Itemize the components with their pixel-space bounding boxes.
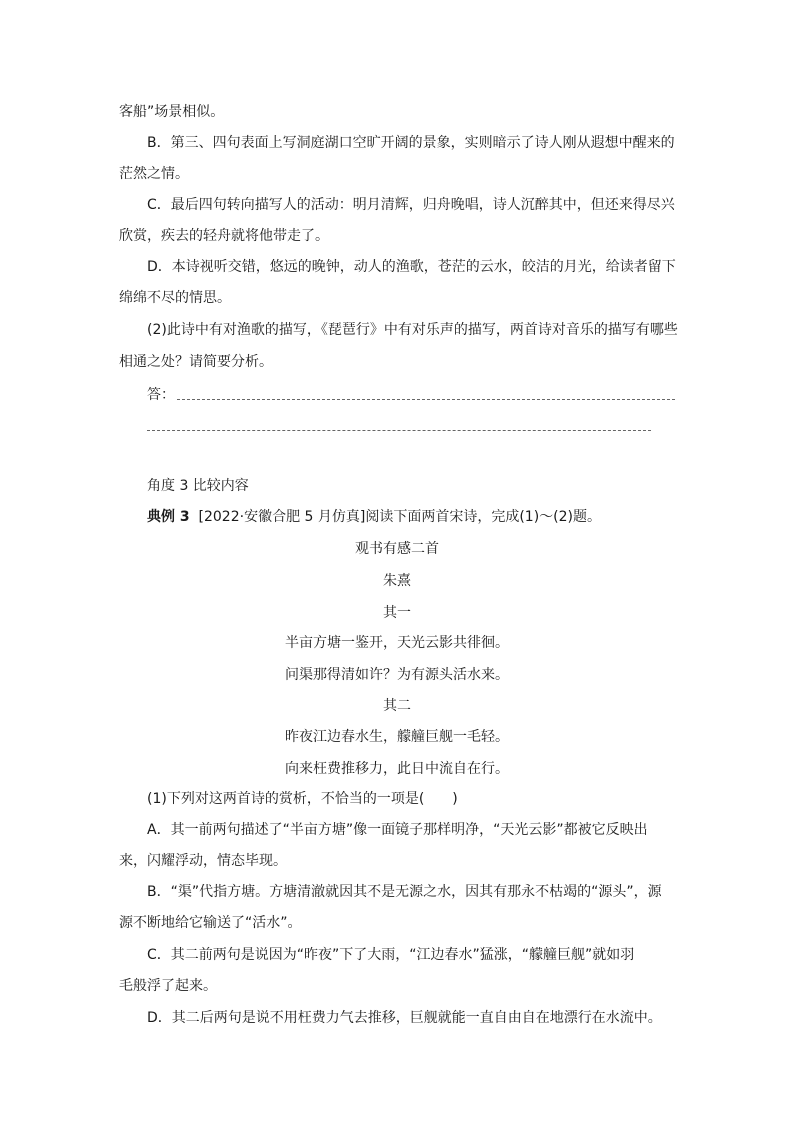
option-b-line1: B．第三、四句表面上写洞庭湖口空旷开阔的景象，实则暗示了诗人刚从遐想中醒来的	[147, 135, 675, 151]
q1-option-c-line2: 毛般浮了起来。	[119, 978, 217, 994]
q1-option-b-line2: 源不断地给它输送了“活水”。	[119, 915, 302, 931]
option-c-line1: C．最后四句转向描写人的活动：明月清辉，归舟晚唱，诗人沉醉其中，但还来得尽兴	[147, 197, 675, 213]
poem-part1-line2: 问渠那得清如许？为有源头活水来。	[285, 667, 509, 683]
answer-label: 答：	[147, 387, 175, 403]
q1-option-b-line1: B．“渠”代指方塘。方塘清澈就因其不是无源之水，因其有那永不枯竭的“源头”，源	[147, 884, 662, 900]
example-line	[147, 507, 601, 527]
poem-part2-line2: 向来枉费推移力，此日中流自在行。	[285, 761, 509, 777]
option-c-line2: 欣赏，疾去的轻舟就将他带走了。	[119, 228, 329, 244]
poem-author: 朱熹	[383, 573, 411, 589]
q1-option-c-line1: C．其二前两句是说因为“昨夜”下了大雨，“江边春水”猛涨，“艨艟巨舰”就如羽	[147, 947, 635, 963]
question-1-stem: (1)下列对这两首诗的赏析，不恰当的一项是( )	[147, 791, 458, 807]
poem-part2-line1: 昨夜江边春水生，艨艟巨舰一毛轻。	[285, 729, 509, 745]
poem-part2-title: 其二	[383, 698, 411, 714]
answer-line-2[interactable]	[147, 430, 651, 431]
q1-option-d-line1: D．其二后两句是说不用枉费力气去推移，巨舰就能一直自由自在地漂行在水流中。	[147, 1010, 662, 1026]
option-d-line2: 绵绵不尽的情思。	[119, 290, 231, 306]
q1-option-a-line1: A．其一前两句描述了“半亩方塘”像一面镜子那样明净，“天光云影”都被它反映出	[147, 822, 648, 838]
q1-option-a-line2: 来，闪耀浮动，情态毕现。	[119, 853, 287, 869]
option-b-line2: 茫然之情。	[119, 166, 189, 182]
poem-title: 观书有感二首	[355, 541, 439, 557]
poem-part1-line1: 半亩方塘一鉴开，天光云影共徘徊。	[285, 635, 509, 651]
question-2-line1: (2)此诗中有对渔歌的描写，《琵琶行》中有对乐声的描写，两首诗对音乐的描写有哪些	[147, 322, 678, 338]
answer-line-1[interactable]	[177, 399, 675, 400]
poem-part1-title: 其一	[383, 605, 411, 621]
example-text: [2022·安徽合肥 5 月仿真]阅读下面两首宋诗，完成(1)～(2)题。	[198, 509, 602, 525]
continuation-line: 客船”场景相似。	[119, 104, 225, 120]
option-d-line1: D．本诗视听交错，悠远的晚钟，动人的渔歌，苍茫的云水，皎洁的月光，给读者留下	[147, 259, 676, 275]
question-2-line2: 相通之处？请简要分析。	[119, 354, 273, 370]
example-label: 典例 3	[147, 509, 190, 525]
section-heading: 角度 3 比较内容	[147, 478, 249, 494]
